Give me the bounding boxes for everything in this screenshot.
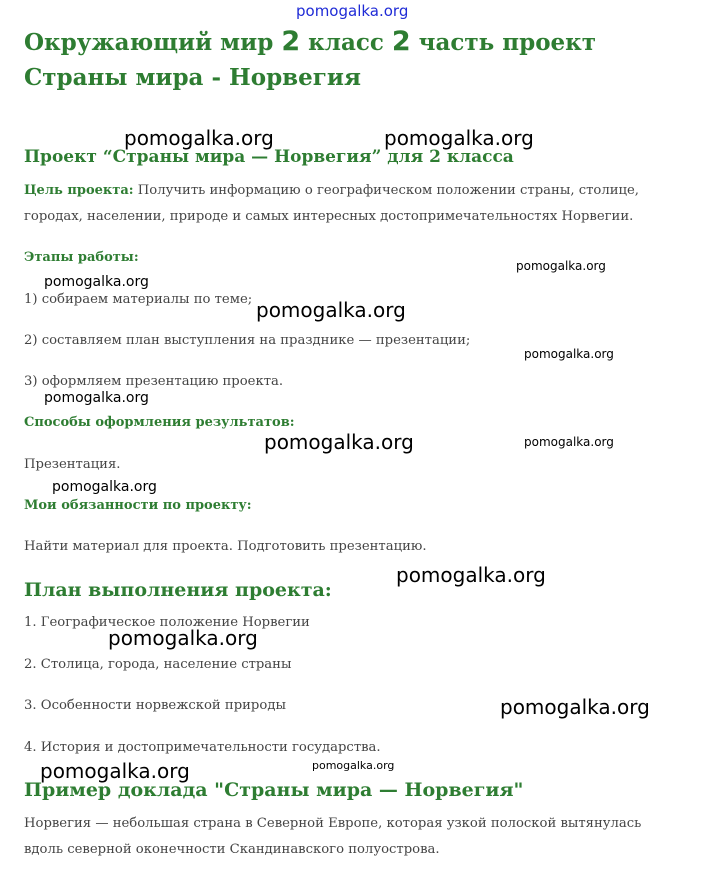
stage-item-1: 1) собираем материалы по теме; — [24, 292, 253, 307]
goal-paragraph — [24, 178, 674, 230]
report-text: Норвегия — небольшая страна в Северной Европе, которая узкой полоской вытянулась вдоль северной оконечности Скандинавского полуострова. — [24, 816, 642, 857]
project-heading: Проект “Страны мира — Норвегия” для 2 класса — [24, 147, 514, 167]
stages-label: Этапы работы: — [24, 250, 139, 265]
watermark: pomogalka.org — [264, 430, 414, 454]
methods-label: Способы оформления результатов: — [24, 415, 295, 430]
watermark: pomogalka.org — [40, 759, 190, 783]
watermark-top: pomogalka.org — [296, 2, 409, 20]
methods-text: Презентация. — [24, 457, 121, 472]
duties-label: Мои обязанности по проекту: — [24, 498, 252, 513]
plan-heading: План выполнения проекта: — [24, 579, 332, 601]
watermark: pomogalka.org — [108, 626, 258, 650]
watermark: pomogalka.org — [44, 274, 149, 290]
watermark: pomogalka.org — [524, 435, 614, 449]
watermark: pomogalka.org — [384, 126, 534, 150]
plan-item-3: 3. Особенности норвежской природы — [24, 698, 286, 713]
goal-text: Получить информацию о географическом положении страны, столице, городах, населении, природе и самых интересных достопримечательностях Норвегии. — [24, 183, 639, 224]
watermark: pomogalka.org — [524, 347, 614, 361]
plan-item-4: 4. История и достопримечательности государства. — [24, 740, 381, 755]
title-grade-number: 2 — [281, 26, 301, 57]
stage-item-3: 3) оформляем презентацию проекта. — [24, 374, 284, 389]
plan-item-2: 2. Столица, города, население страны — [24, 657, 292, 672]
watermark: pomogalka.org — [256, 298, 406, 322]
plan-item-1: 1. Географическое положение Норвегии — [24, 615, 310, 630]
watermark: pomogalka.org — [52, 479, 157, 495]
title-mid: класс — [300, 29, 392, 56]
report-heading: Пример доклада "Страны мира — Норвегия" — [24, 779, 524, 801]
duties-text: Найти материал для проекта. Подготовить презентацию. — [24, 539, 427, 554]
title-part-number: 2 — [391, 26, 411, 57]
title-post: часть проект Страны мира - Норвегия — [24, 29, 597, 91]
goal-label: Цель проекта: — [24, 183, 134, 198]
watermark: pomogalka.org — [312, 759, 395, 772]
watermark: pomogalka.org — [396, 563, 546, 587]
watermark: pomogalka.org — [500, 695, 650, 719]
page-title — [24, 24, 684, 95]
watermark: pomogalka.org — [124, 126, 274, 150]
watermark: pomogalka.org — [44, 390, 149, 406]
title-pre: Окружающий мир — [24, 29, 282, 56]
watermark: pomogalka.org — [516, 259, 606, 273]
stage-item-2: 2) составляем план выступления на празднике — презентации; — [24, 333, 471, 348]
